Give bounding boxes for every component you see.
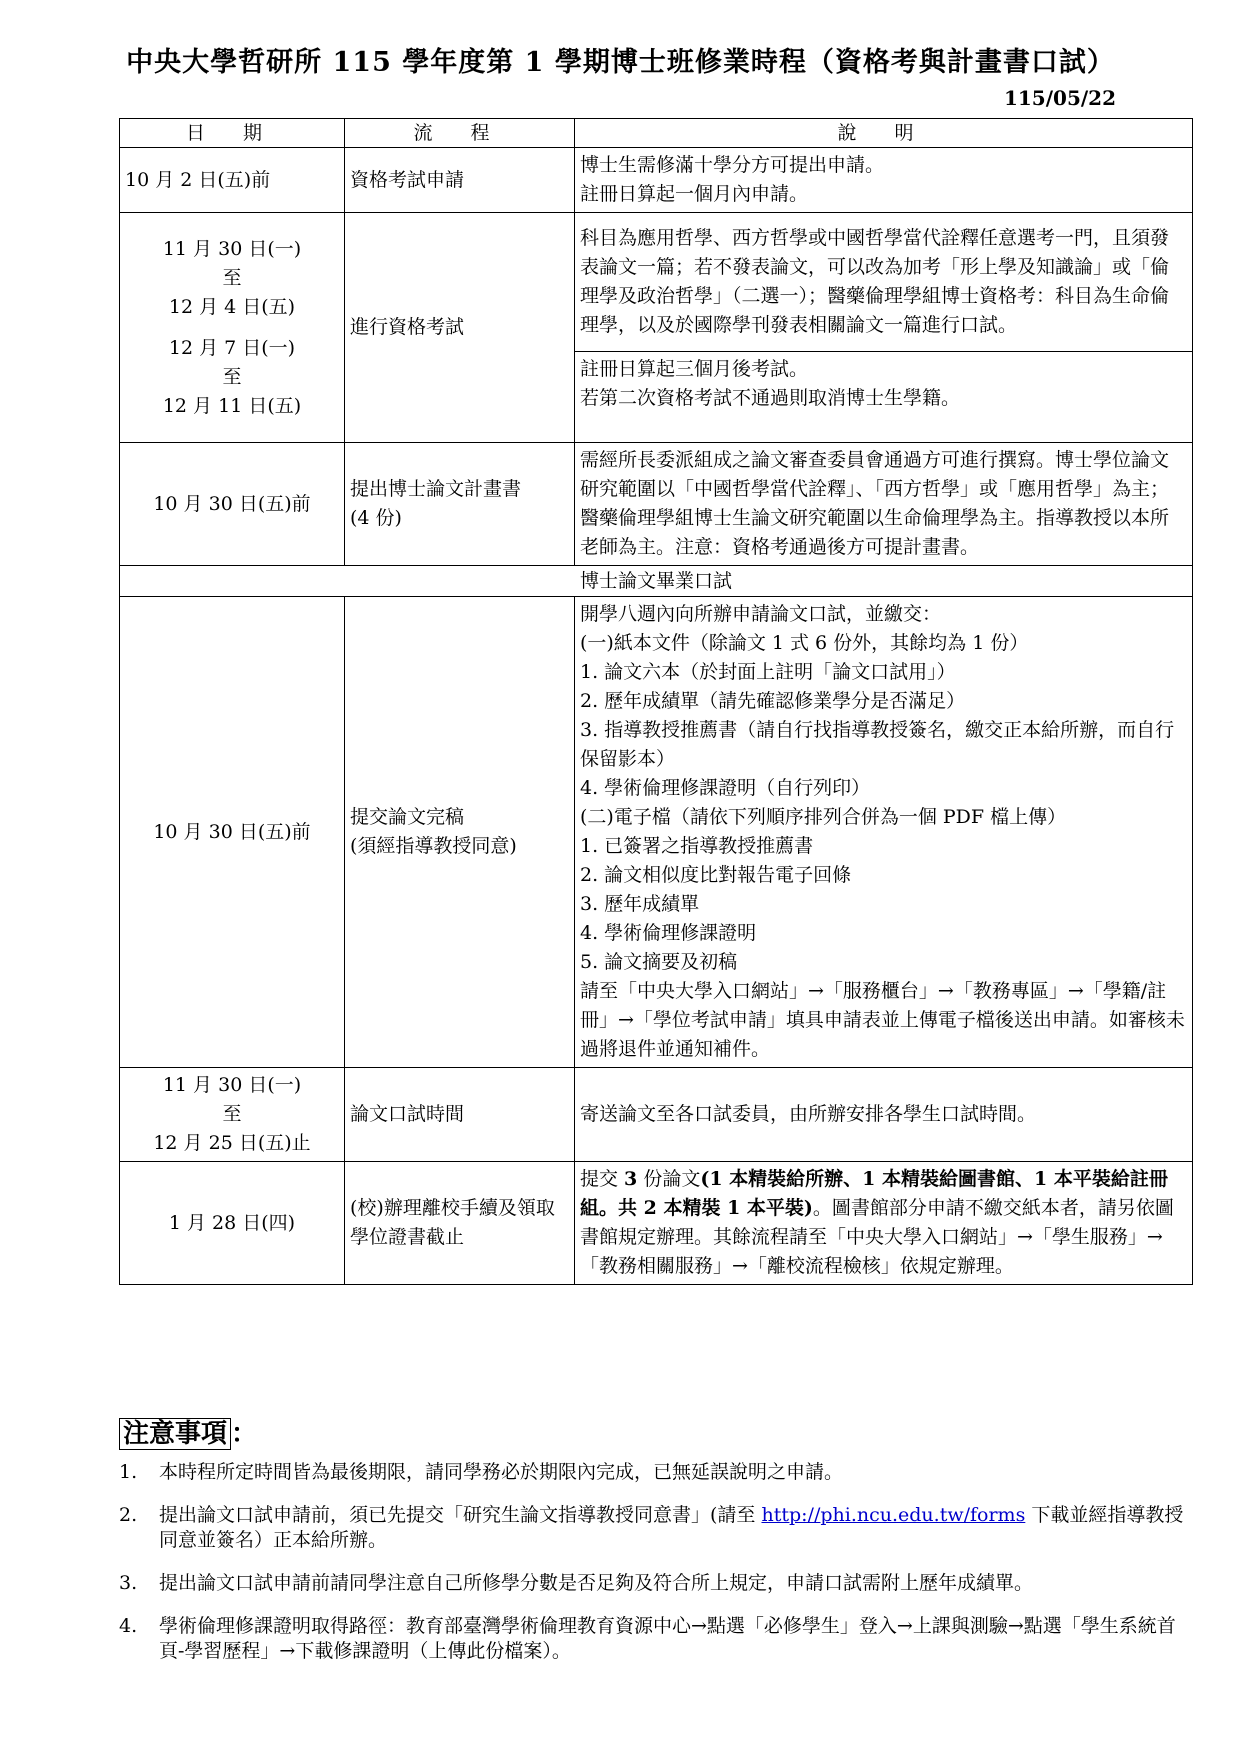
row-desc: 寄送論文至各口試委員，由所辦安排各學生口試時間。 (575, 1068, 1193, 1162)
column-header-desc: 說 明 (575, 119, 1193, 148)
table-row (120, 1162, 1193, 1285)
note-item (119, 1614, 1199, 1664)
desc-line: 註冊日算起一個月內申請。 (580, 183, 809, 205)
notes-heading-text: 注意事項 (119, 1418, 231, 1450)
row-flow: 進行資格考試 (345, 213, 575, 443)
row-date: 1 月 28 日(四) (120, 1162, 345, 1285)
note-text: 提出論文口試申請前請同學注意自己所修學分數是否足夠及符合所上規定，申請口試需附上歷年成績單。 (159, 1572, 1034, 1594)
date-line: 12 月 4 日(五) (168, 295, 296, 318)
desc-line: 4. 學術倫理修課證明 (580, 922, 757, 944)
note-item (119, 1460, 1199, 1485)
note-item (119, 1571, 1199, 1596)
row-date: 10 月 30 日(五)前 (120, 443, 345, 566)
notes-heading-colon: ： (231, 1419, 258, 1449)
row-desc (575, 597, 1193, 1068)
desc-text: 份論文 (637, 1168, 701, 1190)
row-date: 10 月 30 日(五)前 (120, 597, 345, 1068)
row-flow (345, 597, 575, 1068)
row-desc (575, 1162, 1193, 1285)
note-number: 4. (119, 1615, 138, 1637)
section-row (120, 566, 1193, 597)
row-flow (345, 443, 575, 566)
date-line: 至 (222, 266, 242, 289)
column-header-flow: 流 程 (345, 119, 575, 148)
note-text: 提出論文口試申請前，須已先提交「研究生論文指導教授同意書」(請至 (159, 1504, 762, 1526)
document-date: 115/05/22 (1003, 86, 1116, 110)
date-line: 至 (222, 365, 242, 388)
note-text: 學術倫理修課證明取得路徑：教育部臺灣學術倫理教育資源中心→點選「必修學生」登入→上課與測驗→點選「學生系統首頁-學習歷程」→下載修課證明（上傳此份檔案）。 (159, 1615, 1176, 1662)
row-desc (575, 352, 1193, 443)
date-line: 12 月 25 日(五)止 (153, 1132, 311, 1154)
table-header-row (120, 119, 1193, 148)
page-title: 中央大學哲研所 115 學年度第 1 學期博士班修業時程（資格考與計畫書口試） (126, 47, 1115, 78)
desc-line: 2. 論文相似度比對報告電子回條 (580, 864, 852, 886)
desc-bold: (1 本精裝給所辦、1 本精裝給圖書館、1 本平裝給註冊組。共 2 本精裝 1 本平裝) (580, 1168, 1168, 1219)
date-line: 11 月 30 日(一) (162, 237, 302, 260)
row-date (120, 1068, 345, 1162)
note-number: 1. (119, 1461, 138, 1483)
note-text: 本時程所定時間皆為最後期限，請同學務必於期限內完成，已無延誤說明之申請。 (159, 1461, 844, 1483)
desc-line: 5. 論文摘要及初稿 (580, 951, 738, 973)
section-title: 博士論文畢業口試 (120, 566, 1193, 597)
desc-line: 4. 學術倫理修課證明（自行列印） (580, 777, 871, 799)
desc-line: 2. 歷年成績單（請先確認修業學分是否滿足） (580, 690, 966, 712)
desc-line: 開學八週內向所辦申請論文口試，並繳交： (580, 603, 942, 625)
flow-line: 提出博士論文計畫書 (350, 478, 522, 500)
flow-line: (4 份) (350, 507, 402, 529)
desc-line: 若第二次資格考試不通過則取消博士生學籍。 (580, 387, 961, 409)
row-desc: 科目為應用哲學、西方哲學或中國哲學當代詮釋任意選考一門，且須發表論文一篇；若不發表論文，可以改為加考「形上學及知識論」或「倫理學及政治哲學」（二選一）；醫藥倫理學組博士資格考：科目為生命倫理學，以及於國際學刊發表相關論文一篇進行口試。 (575, 213, 1193, 352)
note-number: 2. (119, 1504, 138, 1526)
table-row (120, 1068, 1193, 1162)
note-text: 下載並經指導教授同意並簽名）正本給所辦。 (159, 1504, 1184, 1551)
desc-line: 註冊日算起三個月後考試。 (580, 358, 809, 380)
column-header-date: 日 期 (120, 119, 345, 148)
row-desc: 需經所長委派組成之論文審查委員會通過方可進行撰寫。博士學位論文研究範圍以「中國哲學當代詮釋」、「西方哲學」或「應用哲學」為主；醫藥倫理學組博士生論文研究範圍以生命倫理學為主。指導教授以本所老師為主。注意：資格考通過後方可提計畫書。 (575, 443, 1193, 566)
desc-line: 3. 指導教授推薦書（請自行找指導教授簽名，繳交正本給所辦，而自行保留影本） (580, 719, 1175, 770)
schedule-table (119, 118, 1193, 1285)
desc-line: (一)紙本文件（除論文 1 式 6 份外，其餘均為 1 份） (580, 632, 1029, 654)
row-date (120, 213, 345, 443)
desc-line: 1. 已簽署之指導教授推薦書 (580, 835, 814, 857)
table-row (120, 597, 1193, 1068)
table-row (120, 148, 1193, 213)
forms-link[interactable]: http://phi.ncu.edu.tw/forms (761, 1504, 1026, 1526)
desc-line: 1. 論文六本（於封面上註明「論文口試用」） (580, 661, 956, 683)
table-row (120, 443, 1193, 566)
row-desc (575, 148, 1193, 213)
notes-list (119, 1460, 1199, 1682)
note-number: 3. (119, 1572, 138, 1594)
row-flow: (校)辦理離校手續及領取學位證書截止 (345, 1162, 575, 1285)
flow-line: 提交論文完稿 (350, 806, 465, 828)
notes-heading (119, 1413, 257, 1450)
row-flow: 資格考試申請 (345, 148, 575, 213)
table-row (120, 213, 1193, 352)
desc-line: (二)電子檔（請依下列順序排列合併為一個 PDF 檔上傳） (580, 806, 1067, 828)
desc-line: 博士生需修滿十學分方可提出申請。 (580, 154, 885, 176)
date-line: 11 月 30 日(一) (162, 1074, 302, 1096)
row-date: 10 月 2 日(五)前 (120, 148, 345, 213)
desc-line: 請至「中央大學入口網站」→「服務櫃台」→「教務專區」→「學籍/註冊」→「學位考試申請」填具申請表並上傳電子檔後送出申請。如審核未過將退件並通知補件。 (580, 980, 1185, 1060)
desc-line: 3. 歷年成績單 (580, 893, 700, 915)
desc-bold: 3 (624, 1168, 638, 1190)
flow-line: (須經指導教授同意) (350, 835, 517, 857)
row-flow: 論文口試時間 (345, 1068, 575, 1162)
date-line: 12 月 7 日(一) (168, 336, 296, 359)
date-line: 12 月 11 日(五) (162, 394, 302, 417)
desc-text: 。圖書館部分申請不繳交紙本者，請另依圖書館規定辦理。其餘流程請至「中央大學入口網站」→「學生服務」→「教務相關服務」→「離校流程檢核」依規定辦理。 (580, 1197, 1174, 1277)
desc-text: 提交 (580, 1168, 625, 1190)
note-item (119, 1503, 1199, 1553)
date-line: 至 (222, 1103, 242, 1125)
